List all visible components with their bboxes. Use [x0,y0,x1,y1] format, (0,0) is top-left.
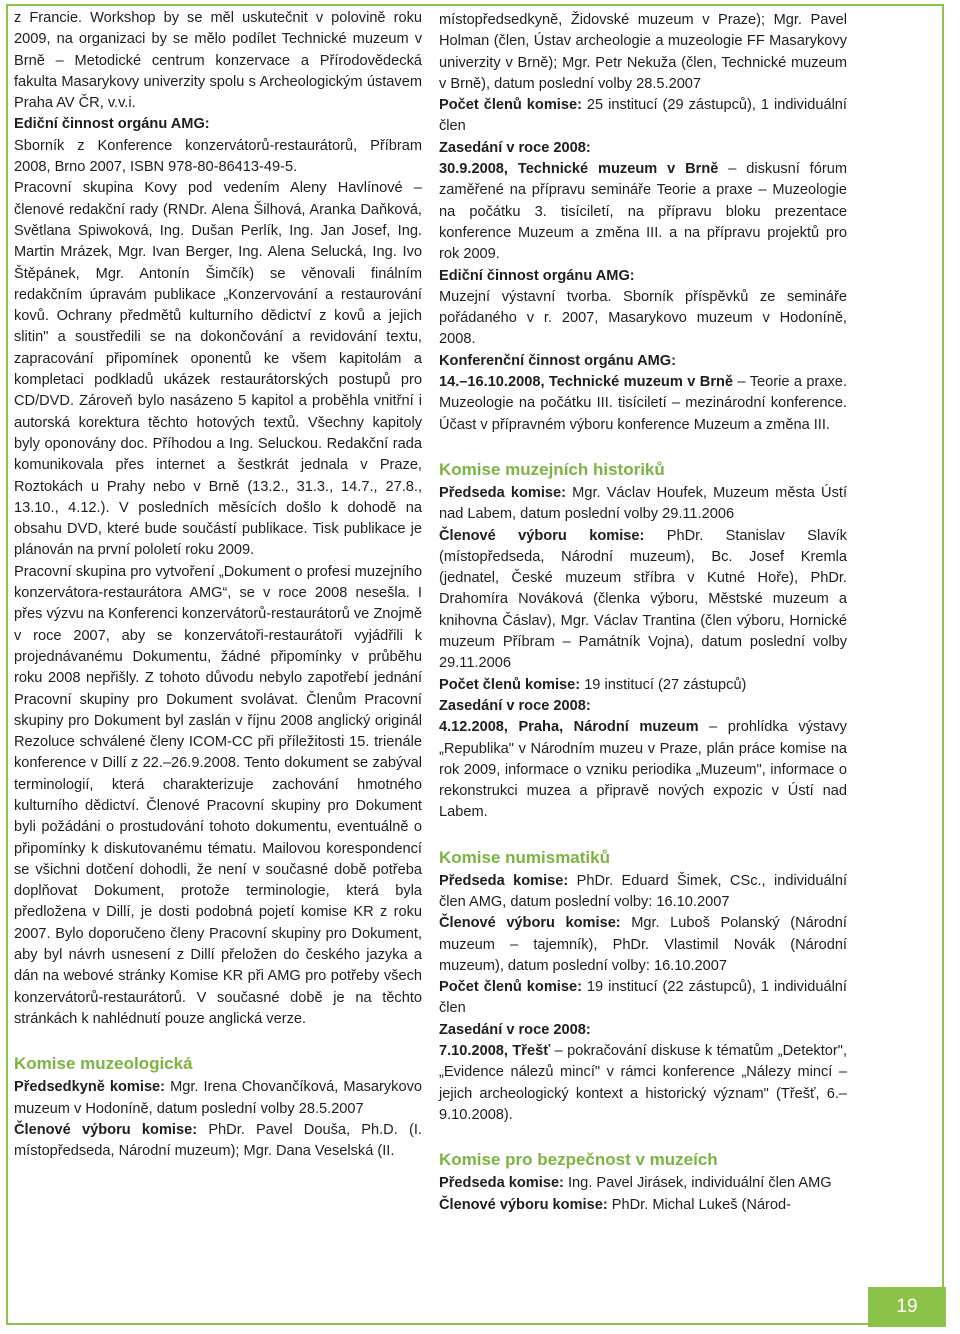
heading-komise-numismatiku: Komise numismatiků [439,847,610,867]
numis-meeting-bold: 7.10.2008, Třešť [439,1043,551,1060]
text-hist-clenove: PhDr. Stanislav Slavík (místopředseda, Národní muzeum), Bc. Josef Kremla (jednatel, České muzeum stříbra v Kutné Hoře), PhDr. Drahomíra Nováková (členka výboru, Městské muzeum a knihovna Čáslav), Mgr. Václav Trantina (člen výboru, Hornické muzeum Příbram – Památník Vojna), datum poslední volby 29.11.2006 [439,527,847,672]
paragraph-bezp-clenove [439,1195,847,1216]
paragraph-numis-clenove [439,913,847,977]
paragraph-kovy: Pracovní skupina Kovy pod vedením Aleny Havlínové – členové redakční rady (RNDr. Alena Šilhová, Aranka Daňková, Světlana Spiwoková, Ing. Dušan Perlík, Ing. Jan Josef, Ing. Martin Mrázek, Mgr. Ivan Berger, Ing. Alena Selucká, Ing. Ivo Štěpánek, Mgr. Antonín Šimčík) se věnovali finálním redakčním úpravám publikace „Konzervování a restaurování kovů. Ochrany předmětů kulturního dědictví z kovů a jejich slitin" a soustředili se na dokončování a revidování textu, zapracování připomínek oponentů ke všem kapitolám a kompletaci podkladů ukázek restaurátorských postupů pro CD/DVD. Zároveň bylo nasázeno 5 kapitol a proběhla vnitřní i autorská korektura těchto hotových textů. Všechny kapitoly byly oponovány doc. Příhodou a Ing. Seluckou. Redakční rada komunikovala přes internet a šestkrát jednala v Praze, Roztokách u Prahy nebo v Brně (13.2., 31.3., 14.7., 27.8., 13.10., 4.12.). V posledních měsících došlo k dohodě na obsahu DVD, které bude součástí publikace. Tisk publikace je plánován na první pololetí roku 2009. [14,180,422,559]
hist-meeting-text: – prohlídka výstavy „Republika" v Národním muzeu v Praze, plán práce komise na rok 2009, informace o vzniku periodika „Muzeum", informace o rekonstrukci muzea a připravě nových expozic v Ústí nad Labem. [439,719,847,821]
numis-meeting-text: – pokračování diskuse k tématům „Detektor", „Evidence nálezů mincí" v rámci konference „Nálezy mincí – jejich archeologický kontext a historický význam" (Třešť, 6.–9.10.2008). [439,1043,847,1123]
paragraph-muzeo-pocet [439,95,847,138]
text-numis-pocet: 19 institucí (22 zástupců), 1 individuální člen [439,979,847,1017]
heading-komise-muzeologicka: Komise muzeologická [14,1054,193,1074]
paragraph-edicni [14,114,422,178]
text-bezp-predseda: Ing. Pavel Jirásek, individuální člen AMG [567,1175,832,1192]
paragraph-muzeo-cont: místopředsedkyně, Židovské muzeum v Praze); Mgr. Pavel Holman (člen, Ústav archeologie a muzeologie FF Masarykovy univerzity v Brně); Mgr. Petr Nekuža (člen, Technické muzeum v Brně), datum poslední volby 28.5.2007 [439,12,847,92]
heading-komise-bezpecnost: Komise pro bezpečnost v muzeích [439,1150,718,1170]
paragraph-workshop: z Francie. Workshop by se měl uskutečnit v polovině roku 2009, na organizaci by se mělo podílet Technické muzeum v Brně – Metodické centrum konzervace a Přírodovědecká fakulta Masarykovy univerzity spolu s Archeologickým ústavem Praha AV ČR, v.v.i. [14,10,422,112]
konf-text: – Teorie a praxe. Muzeologie na počátku III. tisíciletí – mezinárodní konference. Účast v přípravném výboru konference Muzeum a změna III. [439,374,847,433]
text-predsedkyne: Mgr. Irena Chovančíková, Masarykovo muzeum v Hodoníně, datum poslední volby 28.5.2007 [14,1079,422,1117]
paragraph-numis-predseda [439,871,847,914]
text-clenove: PhDr. Pavel Douša, Ph.D. (I. místopředseda, Národní muzeum); Mgr. Dana Veselská (II. [14,1121,422,1160]
label-predsedkyne: Předsedkyně komise: [14,1079,166,1096]
paragraph-bezp-predseda [439,1173,847,1194]
text-hist-pocet: 19 institucí (27 zástupců) [584,676,747,693]
label-zasedani: Zasedání v roce 2008: [439,139,591,156]
paragraph-numis-pocet [439,977,847,1020]
text-edicni: Sborník z Konference konzervátorů-restaurátorů, Příbram 2008, Brno 2007, ISBN 978-80-86413-49-5. [14,137,422,176]
paragraph-konferencni [439,372,847,436]
left-column [14,8,422,1162]
label-bezp-predseda: Předseda komise: [439,1175,564,1192]
label-konferencni: Konferenční činnost orgánu AMG: [439,352,677,369]
paragraph-muzeo-predseda [14,1077,422,1120]
label-numis-clenove: Členové výboru komise: [439,915,621,932]
paragraph-muzeo-clenove [14,1120,422,1163]
label-numis-zasedani: Zasedání v roce 2008: [439,1021,591,1038]
meeting-text: – diskusní fórum zaměřené na přípravu semináře Teorie a praxe – Muzeologie na počátku 3. tisíciletí, na přípravu bloku prezentace konference Muzeum a změna III. a na přípravu projektů pro rok 2009. [439,161,847,263]
label-edicni: Ediční činnost orgánu AMG: [14,116,210,133]
label-edicni-right: Ediční činnost orgánu AMG: [439,267,635,284]
label-hist-predseda: Předseda komise: [439,484,567,501]
label-hist-pocet: Počet členů komise: [439,676,581,693]
label-clenove: Členové výboru komise: [14,1121,198,1138]
paragraph-hist-clenove [439,526,847,675]
page-number: 19 [868,1287,946,1327]
text-numis-clenove: Mgr. Luboš Polanský (Národní muzeum – tajemník), PhDr. Vlastimil Novák (Národní muzeum), datum poslední volby: 16.10.2007 [439,915,847,974]
text-bezp-clenove: PhDr. Michal Lukeš (Národ- [611,1196,792,1213]
label-hist-zasedani: Zasedání v roce 2008: [439,697,591,714]
label-bezp-clenove: Členové výboru komise: [439,1196,608,1213]
text-edicni-right: Muzejní výstavní tvorba. Sborník příspěvků ze semináře pořádaného v r. 2007, Masarykovo muzeum v Hodoníně, 2008. [439,288,847,348]
meeting-bold: 30.9.2008, Technické muzeum v Brně [439,161,719,178]
hist-meeting-bold: 4.12.2008, Praha, Národní muzeum [439,719,699,736]
label-numis-pocet: Počet členů komise: [439,979,582,996]
label-numis-predseda: Předseda komise: [439,872,569,889]
paragraph-numis-meeting [439,1041,847,1126]
paragraph-hist-predseda [439,483,847,526]
label-pocet: Počet členů komise: [439,97,582,114]
paragraph-dokument: Pracovní skupina pro vytvoření „Dokument o profesi muzejního konzervátora-restaurátora AMG“, se v roce 2008 nesešla. I přes výzvu na Konferenci konzervátorů-restaurátorů ve Znojmě v roce 2007, aby se konzervátoři-restaurátoři vyjádřili k projednávanému Dokumentu, žádné připomínky v průběhu roku 2008 nepřišly. Z tohoto důvodu nebylo zapotřebí jednání Pracovní skupiny pro Dokument svolávat. Členům Pracovní skupiny pro Dokument byl zaslán v říjnu 2008 anglický originál Rezoluce schválené členy ICOM-CC při příležitosti 15. trienále konference v Dillí z 22.–26.9.2008. Tento dokument se zabýval terminologií, která charakterizuje zachování hmotného kulturního dědictví. Členové Pracovní skupiny pro Dokument byli požádáni o prostudování tohoto dokumentu, eventuálně o připomínky k diskutovanému tématu. Mailovou korespondencí se všichni dotčení dohodli, že není v současné době potřeba doplňovat Dokument, protože terminologie, která byla předložena v Dillí, je dosti podobná pojetí komise KR z roku 2007. Bylo doporučeno členy Pracovní skupiny pro Dokument, aby byl návrh usnesení z Dillí přeložen do českého jazyka a dán na webové stránky Komise KR při AMG pro potřeby všech konzervátorů-restaurátorů. V současné době je na těchto stránkách k nahlédnutí pouze anglická verze. [14,563,423,1027]
right-column [439,10,847,1216]
heading-komise-historiku: Komise muzejních historiků [439,459,665,479]
text-pocet: 25 institucí (29 zástupců), 1 individuální člen [439,97,847,135]
text-hist-predseda: Mgr. Václav Houfek, Muzeum města Ústí nad Labem, datum poslední volby 29.11.2006 [439,484,848,523]
text-numis-predseda: PhDr. Eduard Šimek, CSc., individuální člen AMG, datum poslední volby: 16.10.2007 [439,872,848,910]
konf-bold: 14.–16.10.2008, Technické muzeum v Brně [439,374,734,391]
paragraph-muzeo-meeting [439,159,847,265]
label-hist-clenove: Členové výboru komise: [439,527,645,544]
paragraph-hist-meeting [439,717,847,823]
paragraph-hist-pocet [439,675,847,696]
